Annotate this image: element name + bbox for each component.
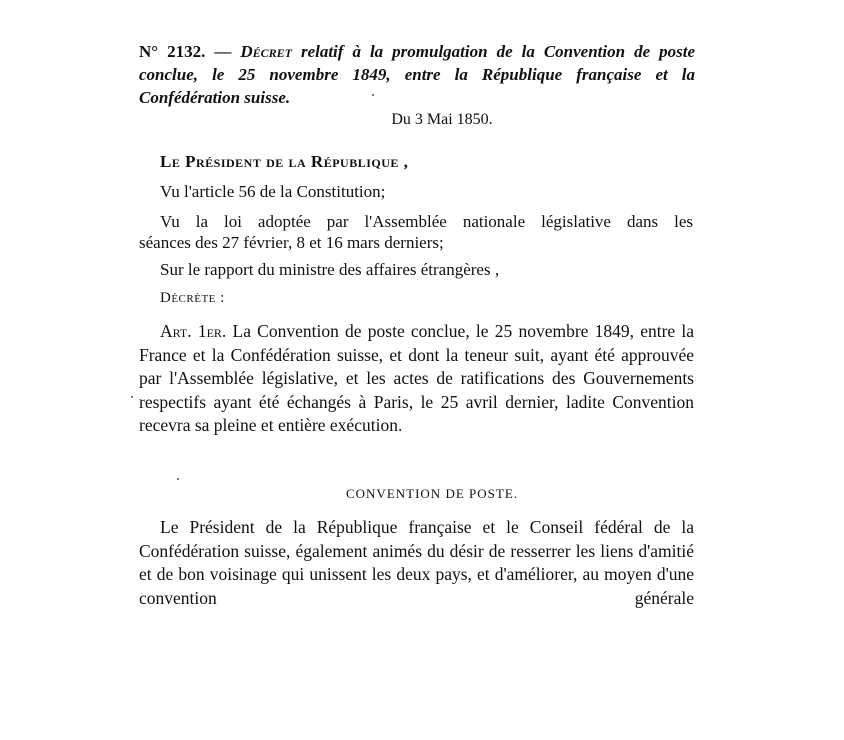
header-line-1 [139,40,695,63]
considerant-rapport: Sur le rapport du ministre des affaires étrangères , [160,260,500,279]
article-label: Art. 1er. [160,321,227,341]
convention-preamble: Le Président de la République française et le Conseil fédéral de la Confédération suisse, également animés du désir de resserrer les liens d'amitié et de bon voisinage qui unissent les deux pays, et d'améliorer, au moyen d'une convention générale [139,517,694,608]
convention-title: CONVENTION DE POSTE. [345,486,519,501]
speck [177,478,179,480]
speck [131,396,133,398]
decree-date: Du 3 Mai 1850. [391,111,493,128]
decree-title-word: Décret [240,42,292,61]
header-line-2: conclue, le 25 novembre 1849, entre la République française et la [139,65,695,84]
decrete-heading: Décrète : [160,290,225,306]
header-line-3: Confédération suisse. [139,88,291,107]
article-1 [139,320,694,438]
considerant-constitution: Vu l'article 56 de la Constitution; [160,182,386,201]
speck [372,94,374,96]
president-heading: Le Président de la République , [160,152,409,171]
considerant-loi: Vu la loi adoptée par l'Assemblée nationale législative dans les [160,212,693,231]
article-text: La Convention de poste conclue, le 25 novembre 1849, entre la France et la Confédération suisse, et dont la teneur suit, ayant été approuvée par l'Assemblée législative, et les actes de ratifications des Gouvernements respectifs ayant été échangés à Paris, le 25 avril dernier, ladite Convention recevra sa pleine et entière exécution. [139,321,695,435]
considerant-seances: séances des 27 février, 8 et 16 mars derniers; [139,233,444,252]
decree-number: N° 2132. — [139,42,232,61]
decree-title-rest: relatif à la promulgation de la Convention de poste [300,42,696,61]
decree-header [139,40,695,109]
